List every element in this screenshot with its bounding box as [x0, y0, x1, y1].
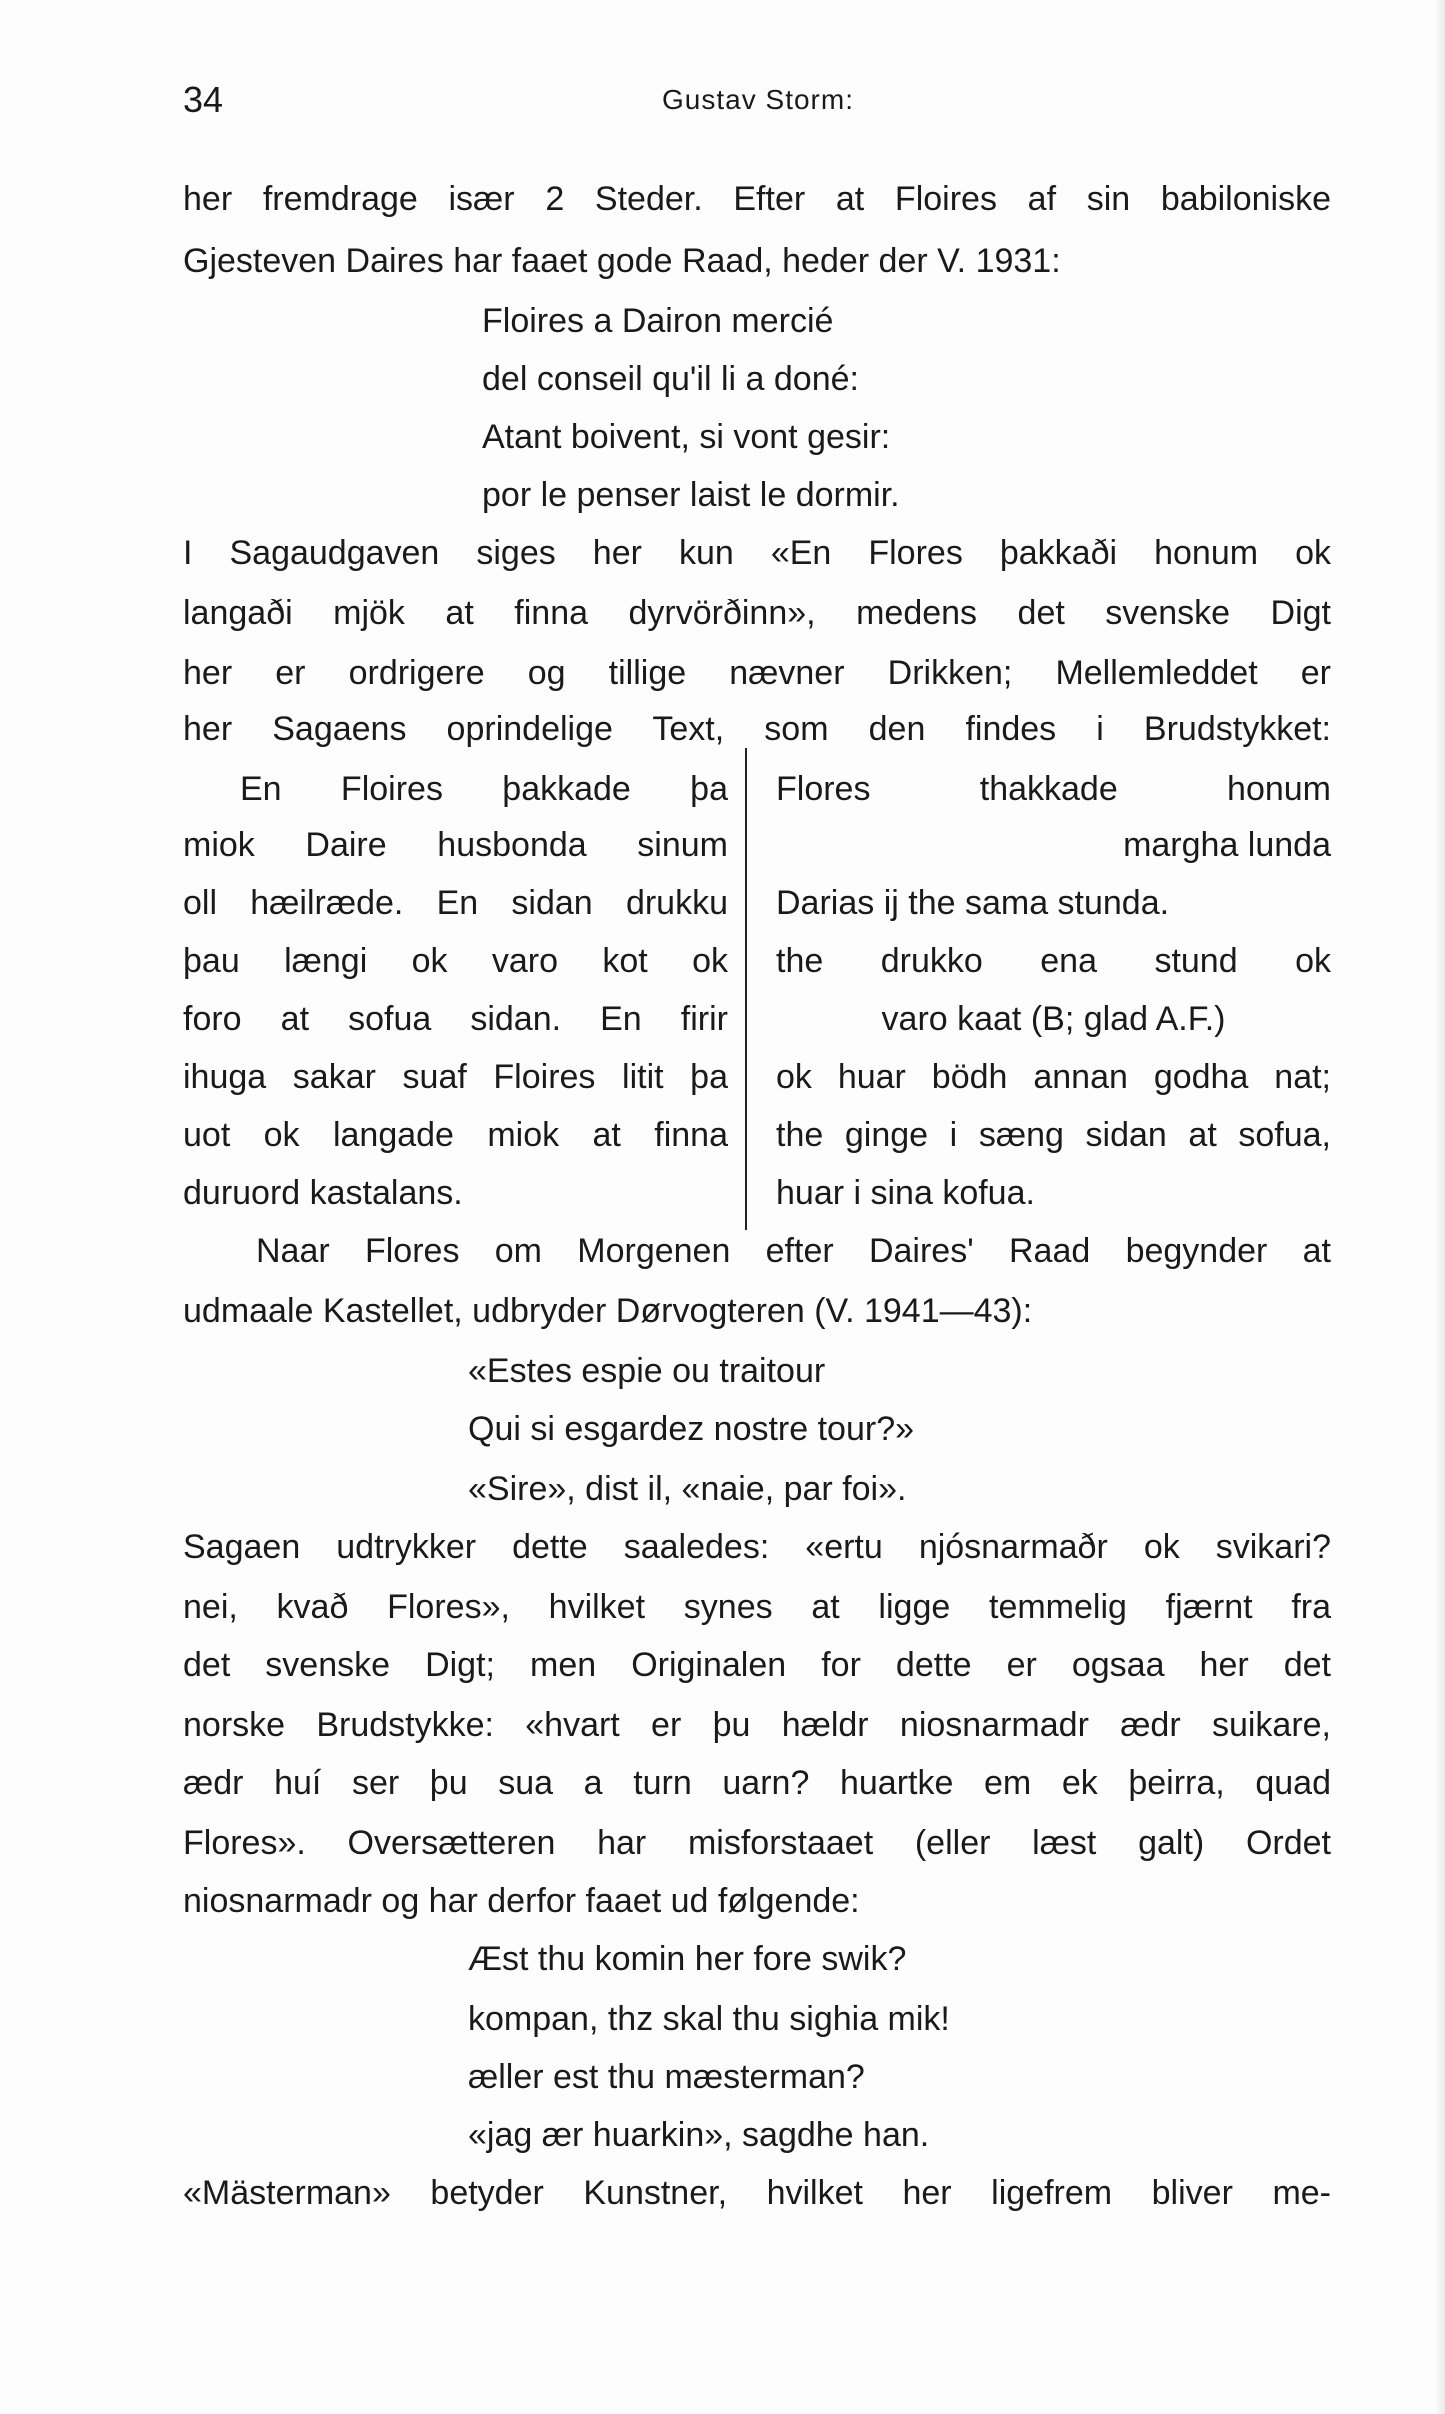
right-column-line: huar i sina kofua.	[776, 1174, 1035, 1212]
text-line: «Mästerman» betyder Kunstner, hvilket her ligefrem bliver me-	[183, 2174, 1331, 2212]
right-column-line: the ginge i sæng sidan at sofua,	[776, 1116, 1331, 1154]
verse-line: por le penser laist le dormir.	[482, 476, 900, 514]
verse-line: æller est thu mæsterman?	[468, 2058, 865, 2096]
column-divider	[745, 748, 747, 1230]
left-column-line: oll hæilræde. En sidan drukku	[183, 884, 728, 922]
right-column-line: Flores thakkade honum	[776, 770, 1331, 808]
verse-line: «jag ær huarkin», sagdhe han.	[468, 2116, 930, 2154]
verse-line: Æst thu komin her fore swik?	[468, 1940, 907, 1978]
text-line: her Sagaens oprindelige Text, som den findes i Brudstykket:	[183, 710, 1331, 748]
text-line: det svenske Digt; men Originalen for dette er ogsaa her det	[183, 1646, 1331, 1684]
text-line: Sagaen udtrykker dette saaledes: «ertu njósnarmaðr ok svikari?	[183, 1528, 1331, 1566]
right-column-line: the drukko ena stund ok	[776, 942, 1331, 980]
left-column-line: duruord kastalans.	[183, 1174, 463, 1212]
verse-line: «Estes espie ou traitour	[468, 1352, 826, 1390]
text-line: Gjesteven Daires har faaet gode Raad, heder der V. 1931:	[183, 242, 1061, 280]
page-number: 34	[183, 79, 224, 120]
verse-line: kompan, thz skal thu sighia mik!	[468, 2000, 950, 2038]
text-line: I Sagaudgaven siges her kun «En Flores þakkaði honum ok	[183, 534, 1331, 572]
verse-line: «Sire», dist il, «naie, par foi».	[468, 1470, 907, 1508]
verse-line: Qui si esgardez nostre tour?»	[468, 1410, 915, 1448]
left-column-line: En Floires þakkade þa	[240, 770, 728, 808]
right-column-line: margha lunda	[1123, 826, 1331, 864]
text-line: nei, kvað Flores», hvilket synes at ligge temmelig fjærnt fra	[183, 1588, 1331, 1626]
text-line: her er ordrigere og tillige nævner Drikken; Mellemleddet er	[183, 654, 1331, 692]
page-edge-shadow	[1435, 0, 1445, 2414]
verse-line: Floires a Dairon mercié	[482, 302, 834, 340]
right-column-line: ok huar bödh annan godha nat;	[776, 1058, 1331, 1096]
text-line: her fremdrage især 2 Steder. Efter at Floires af sin babiloniske	[183, 180, 1331, 218]
left-column-line: þau længi ok varo kot ok	[183, 942, 728, 980]
text-line: Flores». Oversætteren har misforstaaet (eller læst galt) Ordet	[183, 1824, 1331, 1862]
verse-line: Atant boivent, si vont gesir:	[482, 418, 891, 456]
page-header	[183, 78, 1333, 128]
text-line: ædr huí ser þu sua a turn uarn? huartke em ek þeirra, quad	[183, 1764, 1331, 1802]
text-line: norske Brudstykke: «hvart er þu hældr niosnarmadr ædr suikare,	[183, 1706, 1331, 1744]
verse-line: del conseil qu'il li a doné:	[482, 360, 859, 398]
right-column-line: varo kaat (B; glad A.F.)	[881, 1000, 1226, 1038]
left-column-line: miok Daire husbonda sinum	[183, 826, 728, 864]
left-column-line: foro at sofua sidan. En firir	[183, 1000, 728, 1038]
text-line: langaði mjök at finna dyrvörðinn», medens det svenske Digt	[183, 594, 1331, 632]
right-column-line: Darias ij the sama stunda.	[776, 884, 1170, 922]
text-line: Naar Flores om Morgenen efter Daires' Raad begynder at	[256, 1232, 1331, 1270]
left-column-line: uot ok langade miok at finna	[183, 1116, 728, 1154]
text-line: niosnarmadr og har derfor faaet ud følgende:	[183, 1882, 860, 1920]
running-title: Gustav Storm:	[662, 84, 854, 115]
text-line: udmaale Kastellet, udbryder Dørvogteren (V. 1941—43):	[183, 1292, 1033, 1330]
left-column-line: ihuga sakar suaf Floires litit þa	[183, 1058, 728, 1096]
